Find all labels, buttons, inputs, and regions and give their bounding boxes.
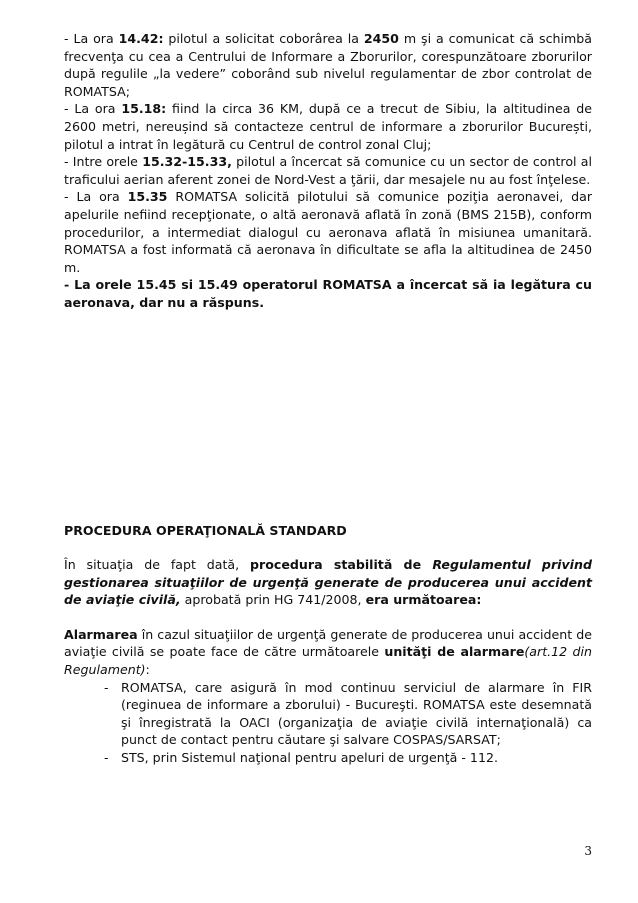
alarm-paragraph [64,626,592,679]
time-1535: 15.35 [127,189,168,205]
text-run: pilotul a solicitat coborârea la [163,31,364,46]
text-run: - Intre orele [64,154,143,170]
text-run: în cazul situaţiilor de urgenţă generate de producerea unui accident de aviaţie civilă se poate face de către următoarele [64,626,592,660]
event-paragraph-1442 [64,30,592,100]
event-paragraph-1535 [64,188,592,276]
article-reference: (art.12 din Regulament) [64,644,592,678]
text-run-bold: procedura stabilită de [250,557,433,573]
alarm-units-list [64,679,592,767]
text-run: ROMATSA solicită pilotului să comunice poziţia aeronavei, dar apelurile nefiind recepţionate, o altă aeronavă aflată în zonă (BMS 215B), conform procedurilor, a intermediat dialogul cu aeronava aflată în misiunea umanitară. ROMATSA a fost informată că aeronava în dificultate se afla la altitudinea de 2450 m. [64,189,592,275]
blank-space [64,312,592,522]
list-item [104,749,592,767]
text-run: - La ora [64,189,128,205]
text-run: : [145,662,150,678]
page-number: 3 [584,844,592,858]
text-run: fiind la circa 36 KM, după ce a trecut de Sibiu, la altitudinea de 2600 metri, nereușind să contacteze centrul de informare a zborurilor București, pilotul a intrat în legătură cu Centrul de control zonal Cluj; [64,101,593,152]
list-item-text: STS, prin Sistemul naţional pentru apeluri de urgenţă - 112. [121,750,498,766]
alarm-term: Alarmarea [64,626,138,642]
time-1532: 15.32-15.33, [142,154,232,170]
regulation-title: Regulamentul privind gestionarea situaţiilor de urgenţă generate de producerea unui accident de aviaţie civilă, [64,557,592,608]
time-1442: 14.42: [118,31,164,46]
text-run: În situaţia de fapt dată, [64,557,251,573]
text-run-bold: era următoarea: [365,592,482,608]
text-run: m şi a comunicat că schimbă frecvenţa cu cea a Centrului de Informare a Zborurilor, corespunzătoare zborurilor după regulile „la vedere” coborând sub nivelul regulamentar de zbor controlat de ROMATSA; [64,31,592,99]
list-dash: - [104,679,109,695]
procedure-paragraph [64,556,592,609]
time-1518: 15.18: [121,101,167,117]
text-run: aprobată prin HG 741/2008, [180,592,366,608]
section-heading: PROCEDURA OPERAŢIONALĂ STANDARD [64,522,347,538]
alarm-units-term: unităţi de alarmare [384,644,525,660]
list-item [104,679,592,749]
text-run: - La ora [64,31,119,46]
text-run: - La ora [64,101,122,117]
event-paragraph-1518 [64,100,592,153]
list-dash: - [104,750,109,766]
event-paragraph-1532 [64,153,592,188]
event-paragraph-1545: - La orele 15.45 si 15.49 operatorul ROMATSA a încercat să ia legătura cu aeronava, dar nu a răspuns. [64,277,592,310]
text-run: pilotul a încercat să comunice cu un sector de control al traficului aerian aferent zonei de Nord-Vest a ţării, dar mesajele nu au fost înţelese. [64,154,592,187]
altitude-2450: 2450 [363,31,399,46]
list-item-text: ROMATSA, care asigură în mod continuu serviciul de alarmare în FIR (reginuea de informare a zborului) - Bucureşti. ROMATSA este desemnată şi înregistrată la OACI (organizaţia de aviaţie civilă internaţională) ca punct de contact pentru căutare şi salvare COSPAS/SARSAT; [121,679,592,748]
document-page [64,30,592,767]
